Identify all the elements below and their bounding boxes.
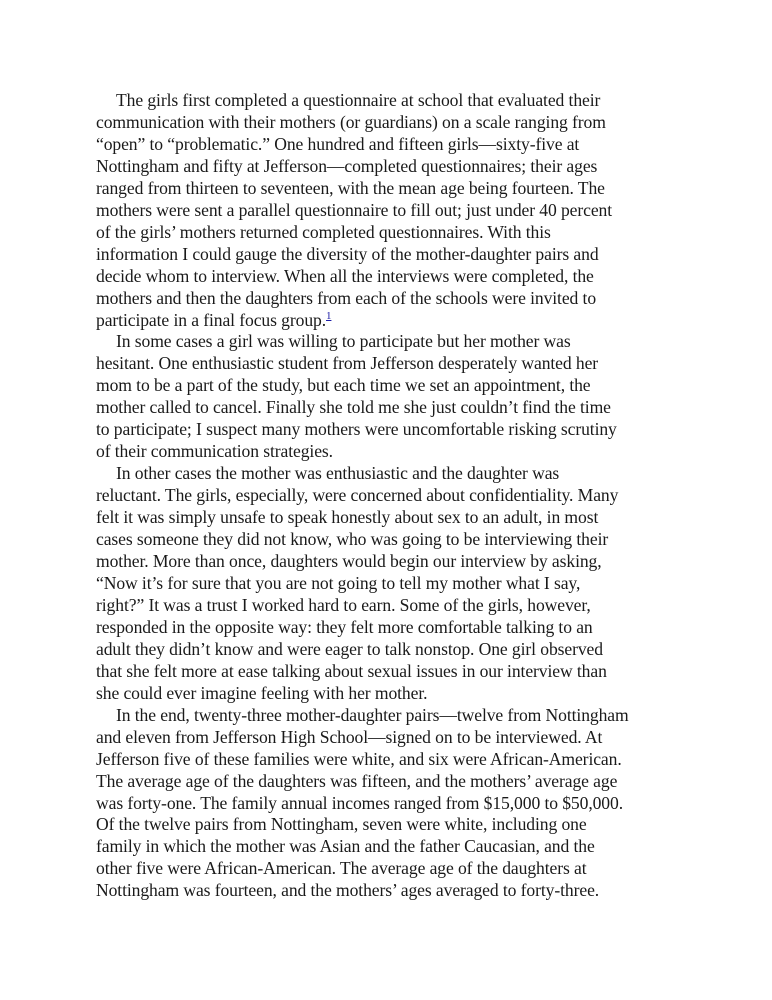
paragraph-hesitant-mother (96, 331, 736, 463)
text-line: right?” It was a trust I worked hard to earn. Some of the girls, however, (96, 594, 591, 615)
text-line: In the end, twenty-three mother-daughter pairs—twelve from Nottingham (116, 704, 629, 725)
text-line-content: participate in a final focus group. (96, 309, 327, 330)
text-line: communication with their mothers (or guardians) on a scale ranging from (96, 111, 606, 132)
text-line: Of the twelve pairs from Nottingham, seven were white, including one (96, 814, 587, 835)
document-body (96, 90, 736, 902)
text-line: The girls first completed a questionnaire at school that evaluated their (116, 90, 601, 110)
paragraph-pairs-summary (96, 705, 736, 903)
text-line: The average age of the daughters was fifteen, and the mothers’ average age (96, 770, 618, 791)
text-line: ranged from thirteen to seventeen, with the mean age being fourteen. The (96, 177, 605, 198)
text-line: mom to be a part of the study, but each time we set an appointment, the (96, 375, 591, 396)
text-line: that she felt more at ease talking about sexual issues in our interview than (96, 660, 607, 681)
text-line: felt it was simply unsafe to speak honestly about sex to an adult, in most (96, 507, 599, 528)
text-line: and eleven from Jefferson High School—signed on to be interviewed. At (96, 726, 603, 747)
text-line: family in which the mother was Asian and the father Caucasian, and the (96, 836, 595, 857)
text-line: In other cases the mother was enthusiastic and the daughter was (116, 463, 560, 484)
paragraph-reluctant-daughter (96, 463, 736, 704)
text-line: mother called to cancel. Finally she told me she just couldn’t find the time (96, 397, 611, 418)
footnote-link[interactable]: 1 (326, 309, 332, 322)
text-line-last (96, 310, 736, 332)
text-line: mothers and then the daughters from each of the schools were invited to (96, 287, 597, 308)
text-line: In some cases a girl was willing to participate but her mother was (116, 331, 571, 352)
text-line: reluctant. The girls, especially, were concerned about confidentiality. Many (96, 485, 619, 506)
text-line: responded in the opposite way: they felt more comfortable talking to an (96, 616, 593, 637)
text-line: Jefferson five of these families were white, and six were African-American. (96, 748, 622, 769)
text-line: adult they didn’t know and were eager to talk nonstop. One girl observed (96, 638, 603, 659)
text-line: decide whom to interview. When all the interviews were completed, the (96, 265, 594, 286)
text-line: of the girls’ mothers returned completed questionnaires. With this (96, 221, 551, 242)
text-line: was forty-one. The family annual incomes ranged from $15,000 to $50,000. (96, 792, 624, 813)
text-line: mother. More than once, daughters would begin our interview by asking, (96, 551, 602, 572)
text-line: she could ever imagine feeling with her mother. (96, 682, 428, 703)
text-line: Nottingham was fourteen, and the mothers’ ages averaged to forty-three. (96, 880, 600, 901)
text-line: other five were African-American. The average age of the daughters at (96, 858, 587, 879)
text-line: cases someone they did not know, who was going to be interviewing their (96, 529, 609, 550)
text-line: information I could gauge the diversity of the mother-daughter pairs and (96, 243, 599, 264)
text-line: Nottingham and fifty at Jefferson—completed questionnaires; their ages (96, 155, 598, 176)
text-line: hesitant. One enthusiastic student from Jefferson desperately wanted her (96, 353, 599, 374)
text-line: “open” to “problematic.” One hundred and fifteen girls—sixty-five at (96, 133, 580, 154)
text-line: to participate; I suspect many mothers were uncomfortable risking scrutiny (96, 419, 617, 440)
text-line: mothers were sent a parallel questionnaire to fill out; just under 40 percent (96, 199, 613, 220)
paragraph-questionnaire (96, 90, 736, 331)
text-line: of their communication strategies. (96, 441, 333, 462)
text-line: “Now it’s for sure that you are not going to tell my mother what I say, (96, 572, 581, 593)
